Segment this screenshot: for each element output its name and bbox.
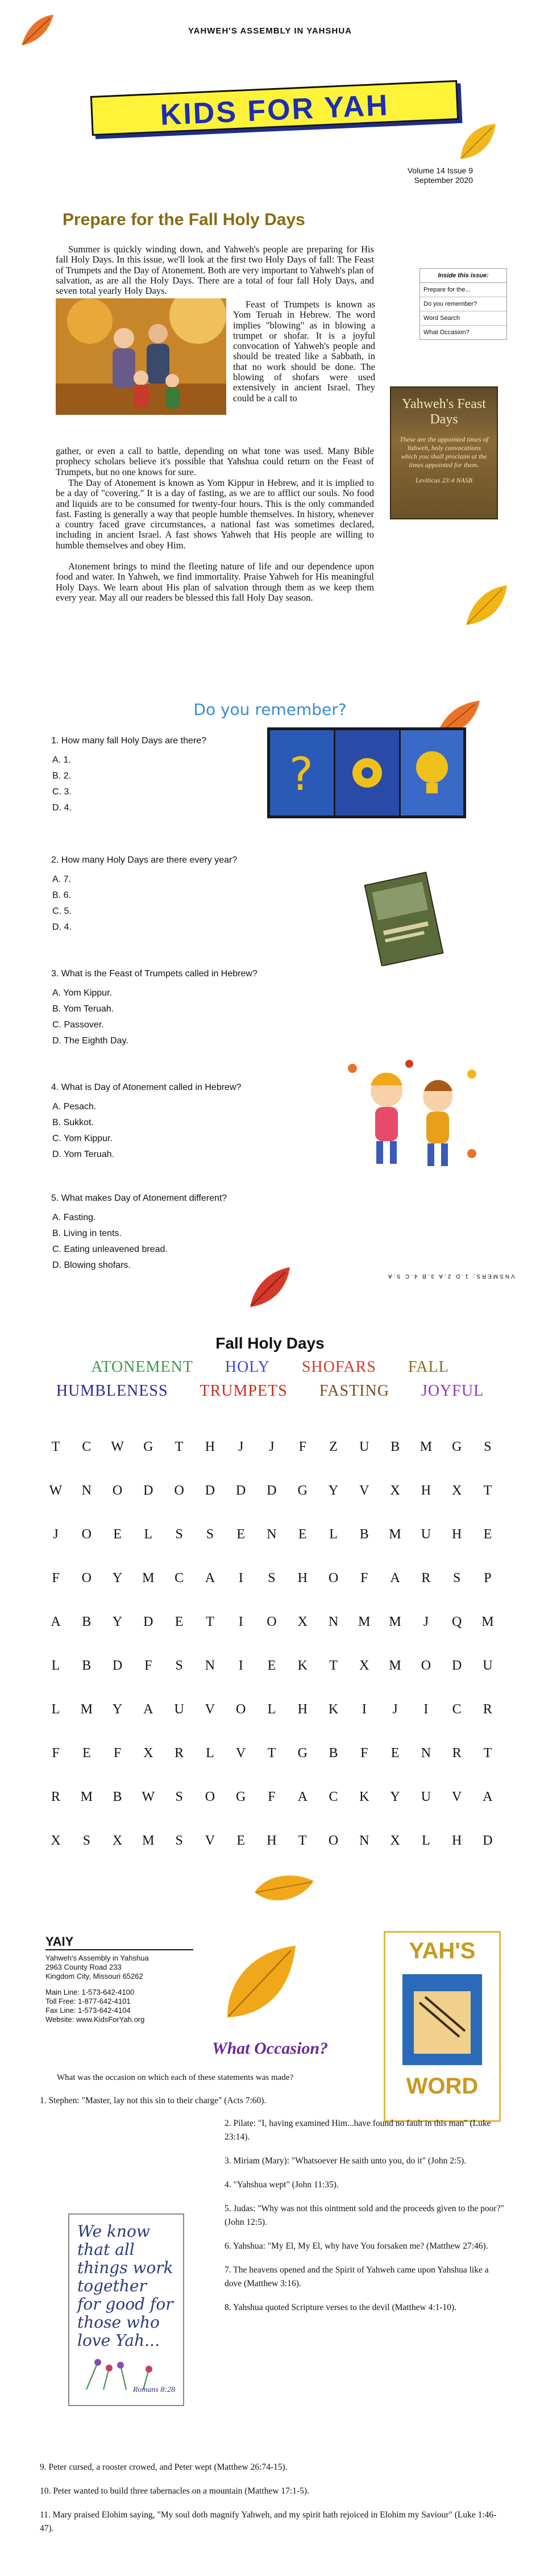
article-para-2-side: Feast of Trumpets is known as Yom Teruah in Hebrew. The word implies "blowing" as in blowing a trumpet or shofar. It is a joyful convocation of Yahweh's people and should be treated like a Sabbath, in that no work should be done. The blowing of shofars were used extensively in ancient Israel. They could be a call to [233, 299, 375, 403]
grid-letter[interactable]: S [175, 1833, 183, 1848]
grid-letter[interactable]: T [483, 1746, 492, 1761]
grid-letter[interactable]: K [328, 1702, 339, 1717]
grid-letter[interactable]: Y [112, 1571, 123, 1585]
grid-letter[interactable]: X [297, 1614, 308, 1629]
word-item: JOYFUL [421, 1382, 484, 1400]
question-4 [51, 1080, 241, 1163]
question-1 [51, 733, 206, 816]
grid-letter[interactable]: H [451, 1833, 462, 1848]
answer-option[interactable]: D. Blowing shofars. [52, 1260, 131, 1270]
occasion-intro: What was the occasion on which each of these statements was made? [57, 2073, 294, 2082]
answer-option[interactable]: D. The Eighth Day. [52, 1036, 128, 1046]
grid-letter[interactable]: S [268, 1571, 276, 1585]
grid-letter[interactable]: M [419, 1439, 433, 1454]
question-3 [51, 966, 257, 1049]
grid-letter[interactable]: U [359, 1439, 369, 1454]
grid-letter[interactable]: M [142, 1571, 155, 1585]
website-link[interactable]: Website: www.KidsForYah.org [45, 2015, 145, 2024]
grid-letter[interactable]: L [329, 1527, 338, 1542]
grid-letter[interactable]: V [205, 1833, 215, 1848]
answer-option[interactable]: C. Yom Kippur. [52, 1134, 113, 1143]
occasion-item: 4. "Yahshua wept" (John 11:35). [225, 2180, 339, 2190]
grid-row [44, 1600, 499, 1644]
occasion-item: 8. Yahshua quoted Scripture verses to the devil (Matthew 4:1-10). [225, 2303, 457, 2312]
question-text: 1. How many fall Holy Days are there? [51, 736, 206, 746]
grid-letter[interactable]: S [82, 1833, 90, 1848]
feast-days-card [390, 386, 498, 519]
grid-letter[interactable]: E [236, 1833, 246, 1848]
grid-letter[interactable]: A [51, 1614, 61, 1629]
grid-letter[interactable]: E [267, 1658, 276, 1673]
grid-letter[interactable]: T [206, 1614, 214, 1629]
grid-letter[interactable]: M [80, 1702, 93, 1717]
grid-letter[interactable]: X [112, 1833, 123, 1848]
occasion-item: 2. Pilate: "I, having examined Him...have found no fault in this man" (Luke 23:14). [225, 2119, 491, 2142]
grid-letter[interactable]: F [268, 1790, 276, 1804]
answer-option[interactable]: B. 2. [52, 771, 71, 781]
word-search-title: Fall Holy Days [215, 1334, 325, 1352]
occasion-item: 11. Mary praised Elohim saying, "My soul doth magnify Yahweh, and my spirit hath rejoiced in Elohim my Saviour" (Luke 1:46-47). [40, 2510, 497, 2533]
grid-letter[interactable]: D [143, 1483, 153, 1498]
grid-letter[interactable]: F [113, 1746, 122, 1761]
grid-letter[interactable]: N [205, 1658, 215, 1673]
grid-letter[interactable]: R [483, 1702, 492, 1717]
address-line: Kingdom City, Missouri 65262 [45, 1972, 143, 1980]
grid-letter[interactable]: J [423, 1614, 429, 1629]
occasion-item: 9. Peter cursed, a rooster crowed, and Peter wept (Matthew 26:74-15). [40, 2462, 288, 2472]
grid-letter[interactable]: X [359, 1658, 369, 1673]
grid-letter[interactable]: C [175, 1571, 184, 1585]
grid-letter[interactable]: T [298, 1833, 307, 1848]
grid-letter[interactable]: E [175, 1614, 184, 1629]
grid-letter[interactable]: Y [112, 1614, 123, 1629]
grid-letter[interactable]: O [267, 1614, 277, 1629]
verse-text: We know that all things work together for good for those who love Yah... [77, 2222, 173, 2350]
answer-option[interactable]: A. Pesach. [52, 1102, 97, 1112]
grid-letter[interactable]: F [360, 1571, 368, 1585]
answer-option[interactable]: A. Yom Kippur. [52, 988, 112, 998]
grid-row [44, 1775, 499, 1819]
grid-letter[interactable]: C [82, 1439, 92, 1454]
grid-row [44, 1819, 499, 1863]
romans-verse-card [68, 2213, 184, 2406]
grid-letter[interactable]: N [421, 1746, 431, 1761]
banner-box [90, 80, 459, 136]
grid-letter[interactable]: I [238, 1571, 243, 1585]
grid-letter[interactable]: N [267, 1527, 277, 1542]
grid-letter[interactable]: L [51, 1658, 60, 1673]
grid-letter[interactable]: I [362, 1702, 367, 1717]
grid-row [44, 1732, 499, 1775]
grid-letter[interactable]: R [175, 1746, 184, 1761]
occasion-item: 5. Judas: "Why was not this ointment sold and the proceeds given to the poor?" (John 12:5). [225, 2204, 504, 2227]
grid-letter[interactable]: X [51, 1833, 61, 1848]
page-word-search [0, 1330, 540, 1915]
grid-letter[interactable]: S [175, 1527, 183, 1542]
answer-option[interactable]: B. 6. [52, 890, 71, 900]
grid-letter[interactable]: W [111, 1439, 124, 1454]
grid-letter[interactable]: D [236, 1483, 246, 1498]
banner-title: KIDS FOR YAH [159, 89, 390, 132]
yellow-leaf-icon [460, 580, 512, 631]
address-line: Main Line: 1-573-642-4100 [45, 1988, 135, 1996]
answer-option[interactable]: B. Yom Teruah. [52, 1004, 114, 1014]
yaiy-logo: YAIY [45, 1934, 74, 1949]
grid-letter[interactable]: O [81, 1571, 92, 1585]
grid-letter[interactable]: R [51, 1790, 60, 1804]
answer-option[interactable]: A. 7. [52, 875, 71, 884]
grid-letter[interactable]: B [82, 1614, 92, 1629]
grid-letter[interactable]: W [49, 1483, 63, 1498]
occasion-item: 6. Yahshua: "My El, My El, why have You forsaken me? (Matthew 27:46). [225, 2241, 488, 2251]
grid-letter[interactable]: V [359, 1483, 369, 1498]
occasion-item: 7. The heavens opened and the Spirit of Yahweh came upon Yahshua like a dove (Matthew 3:16). [225, 2265, 489, 2288]
grid-letter[interactable]: S [175, 1790, 183, 1804]
grid-row [44, 1513, 499, 1557]
banner [68, 74, 477, 136]
issue-date: September 2020 [414, 176, 473, 185]
grid-letter[interactable]: G [236, 1790, 246, 1804]
grid-letter[interactable]: N [359, 1833, 369, 1848]
grid-letter[interactable]: F [360, 1746, 368, 1761]
yellow-leaf-icon [455, 119, 500, 165]
grid-letter[interactable]: A [390, 1571, 400, 1585]
address-line: Toll Free: 1-877-642-4101 [45, 1997, 131, 2005]
grid-letter[interactable]: E [113, 1527, 122, 1542]
inside-heading: Inside this issue: [420, 269, 506, 283]
grid-letter[interactable]: G [451, 1439, 462, 1454]
grid-letter[interactable]: A [143, 1702, 153, 1717]
occasion-item: 3. Miriam (Mary): "Whatsoever He saith unto you, do it" (John 2:5). [225, 2156, 467, 2166]
grid-letter[interactable]: M [358, 1614, 371, 1629]
grid-row [44, 1644, 499, 1688]
answer-option[interactable]: B. Sukkot. [52, 1118, 94, 1127]
word-list-row-1 [0, 1358, 540, 1376]
question-text: 2. How many Holy Days are there every year? [51, 855, 238, 865]
grid-letter[interactable]: D [143, 1614, 153, 1629]
grid-letter[interactable]: D [267, 1483, 277, 1498]
address-block [45, 1954, 149, 2024]
answer-option[interactable]: D. Yom Teruah. [52, 1150, 115, 1159]
card-title: Yahweh's Feast Days [402, 397, 486, 427]
grid-letter[interactable]: O [81, 1527, 92, 1542]
grid-letter[interactable]: S [206, 1527, 214, 1542]
address-line: 2963 County Road 233 [45, 1963, 122, 1971]
grid-letter[interactable]: F [298, 1439, 306, 1454]
grid-letter[interactable]: S [175, 1658, 183, 1673]
grid-letter[interactable]: X [143, 1746, 153, 1761]
toc-item[interactable]: Do you remember? [420, 297, 506, 311]
grid-letter[interactable]: U [174, 1702, 184, 1717]
volume: Volume 14 Issue 9 [407, 166, 473, 175]
grid-letter[interactable]: Z [329, 1439, 338, 1454]
answer-option[interactable]: A. 1. [52, 755, 71, 765]
grid-letter[interactable]: Y [328, 1483, 339, 1498]
grid-letter[interactable]: T [175, 1439, 184, 1454]
question-text: 5. What makes Day of Atonement different? [51, 1193, 227, 1203]
grid-letter[interactable]: F [52, 1746, 60, 1761]
grid-row [44, 1425, 499, 1469]
grid-letter[interactable]: M [389, 1658, 401, 1673]
grid-letter[interactable]: O [174, 1483, 184, 1498]
grid-letter[interactable]: L [422, 1833, 430, 1848]
grid-row [44, 1469, 499, 1513]
yahs-word-logo [384, 1931, 501, 2122]
grid-letter[interactable]: D [451, 1658, 462, 1673]
svg-text:?: ? [289, 748, 314, 801]
grid-letter[interactable]: U [421, 1790, 431, 1804]
grid-letter[interactable]: I [238, 1658, 243, 1673]
grid-letter[interactable]: G [297, 1746, 308, 1761]
page-prepare [0, 0, 540, 665]
grid-letter[interactable]: K [359, 1790, 369, 1804]
grid-letter[interactable]: T [329, 1658, 338, 1673]
grid-letter[interactable]: U [421, 1527, 431, 1542]
grid-letter[interactable]: D [205, 1483, 215, 1498]
answer-option[interactable]: C. 3. [52, 787, 72, 797]
grid-letter[interactable]: T [51, 1439, 60, 1454]
grid-letter[interactable]: E [391, 1746, 400, 1761]
article-para-2-cont: gather, or even a call to battle, depending on what tone was used. Many Bible prophecy scholars believe it's possible that Yahshua could return on the Feast of Trumpets, but no one knows for sure. [56, 446, 374, 477]
grid-letter[interactable]: V [205, 1702, 215, 1717]
grid-letter[interactable]: J [269, 1439, 275, 1454]
card-quote: These are the appointed times of Yahweh, holy convocations which you shall proclaim at the times appointed for them. [400, 435, 488, 469]
grid-letter[interactable]: H [451, 1527, 462, 1542]
family-photo [56, 298, 226, 415]
grid-letter[interactable]: H [205, 1439, 215, 1454]
grid-letter[interactable]: N [328, 1614, 339, 1629]
occasion-items-full [40, 2461, 506, 2536]
grid-letter[interactable]: J [392, 1702, 398, 1717]
card-reference: Leviticus 23:4 NASB [416, 476, 472, 484]
grid-letter[interactable]: R [452, 1746, 462, 1761]
grid-letter[interactable]: H [267, 1833, 277, 1848]
grid-letter[interactable]: A [297, 1790, 308, 1804]
toc-item[interactable]: What Occasion? [423, 329, 470, 336]
grid-letter[interactable]: B [329, 1746, 338, 1761]
grid-letter[interactable]: T [267, 1746, 276, 1761]
grid-letter[interactable]: Q [451, 1614, 462, 1629]
org-title: YAHWEH'S ASSEMBLY IN YAHSHUA [188, 26, 352, 36]
grid-letter[interactable]: T [483, 1483, 492, 1498]
divider [45, 1949, 193, 1950]
grid-letter[interactable]: O [112, 1483, 123, 1498]
grid-letter[interactable]: X [390, 1483, 400, 1498]
grid-letter[interactable]: F [52, 1571, 60, 1585]
letter-grid[interactable] [44, 1425, 499, 1863]
grid-letter[interactable]: F [144, 1658, 152, 1673]
grid-letter[interactable]: U [483, 1658, 493, 1673]
occasion-item: 10. Peter wanted to build three tabernacles on a mountain (Matthew 17:1-5). [40, 2486, 309, 2496]
grid-letter[interactable]: C [452, 1702, 462, 1717]
word-list-row-2 [0, 1382, 540, 1400]
quiz-heading: Do you remember? [193, 700, 347, 719]
grid-letter[interactable]: S [484, 1439, 492, 1454]
grid-letter[interactable]: A [205, 1571, 215, 1585]
answer-option[interactable]: C. 5. [52, 906, 72, 916]
grid-letter[interactable]: J [238, 1439, 244, 1454]
page-quiz [0, 676, 540, 1318]
grid-letter[interactable]: A [483, 1790, 493, 1804]
grid-row [44, 1688, 499, 1732]
answer-option[interactable]: B. Living in tents. [52, 1229, 122, 1238]
grid-letter[interactable]: I [423, 1702, 429, 1717]
address-line: Fax Line: 1-573-642-4104 [45, 2006, 131, 2015]
article-para-4: Atonement brings to mind the fleeting nature of life and our dependence upon food and water. In Yahweh, we find immortality. Praise Yahweh for His meaningful Holy Days. We learn about His plan of salvation through them as we keep them every year. May all our readers be blessed this fall Holy Day season. [56, 561, 374, 603]
grid-letter[interactable]: O [205, 1790, 215, 1804]
grid-letter[interactable]: B [391, 1439, 400, 1454]
grid-letter[interactable]: Y [390, 1790, 400, 1804]
grid-letter[interactable]: H [297, 1571, 308, 1585]
grid-letter[interactable]: O [236, 1702, 246, 1717]
grid-letter[interactable]: G [297, 1483, 308, 1498]
answer-option[interactable]: A. Fasting. [52, 1213, 96, 1222]
grid-letter[interactable]: W [142, 1790, 155, 1804]
toc-item[interactable]: Prepare for the... [420, 283, 506, 297]
toc-item[interactable]: Word Search [420, 311, 506, 326]
grid-letter[interactable]: C [329, 1790, 338, 1804]
address-line [45, 1981, 149, 1988]
grid-letter[interactable]: N [81, 1483, 92, 1498]
grid-letter[interactable]: V [451, 1790, 462, 1804]
grid-letter[interactable]: H [421, 1483, 431, 1498]
grid-letter[interactable]: M [389, 1614, 401, 1629]
word-item: SHOFARS [301, 1358, 376, 1376]
autumn-leaf-icon [216, 1938, 301, 2029]
question-text: 3. What is the Feast of Trumpets called in Hebrew? [51, 969, 257, 979]
kids-autumn-image [341, 1057, 483, 1171]
grid-letter[interactable]: M [80, 1790, 93, 1804]
upside-down-answers: VNSMERS: 1.D 2.A 3.B 4.C 5.A [387, 1273, 515, 1279]
grid-letter[interactable]: D [483, 1833, 493, 1848]
word-item: ATONEMENT [91, 1358, 193, 1376]
grid-letter[interactable]: B [82, 1658, 92, 1673]
inside-this-issue [419, 268, 507, 340]
grid-letter[interactable]: E [298, 1527, 307, 1542]
yellow-leaf-icon [250, 1870, 318, 1909]
occasion-item: 1. Stephen: "Master, lay not this sin to their charge" (Acts 7:60). [40, 2096, 267, 2105]
grid-letter[interactable]: K [297, 1658, 308, 1673]
grid-letter[interactable]: O [328, 1833, 339, 1848]
grid-letter[interactable]: G [143, 1439, 153, 1454]
grid-letter[interactable]: S [452, 1571, 461, 1585]
grid-letter[interactable]: E [236, 1527, 246, 1542]
question-2 [51, 852, 237, 935]
issue-info [408, 166, 473, 185]
grid-letter[interactable]: L [51, 1702, 60, 1717]
logo-line-1: YAH'S [409, 1938, 476, 1963]
word-item: HUMBLENESS [56, 1382, 168, 1400]
book-image [358, 869, 449, 966]
occasion-heading: What Occasion? [211, 2039, 329, 2058]
red-leaf-icon [244, 1262, 296, 1313]
grid-letter[interactable]: E [82, 1746, 91, 1761]
grid-letter[interactable]: H [297, 1702, 308, 1717]
logo-line-2: WORD [406, 2074, 479, 2099]
verse-reference: Romans 8:28 [132, 2386, 175, 2394]
question-5 [51, 1191, 227, 1274]
word-item: HOLY [225, 1358, 270, 1376]
grid-letter[interactable]: B [359, 1527, 369, 1542]
grid-letter[interactable]: B [113, 1790, 122, 1804]
page-what-occasion [0, 1926, 540, 2576]
word-item: FALL [408, 1358, 449, 1376]
grid-letter[interactable]: E [483, 1527, 492, 1542]
grid-letter[interactable]: M [481, 1614, 494, 1629]
grid-letter[interactable]: R [421, 1571, 431, 1585]
grid-letter[interactable]: L [144, 1527, 153, 1542]
grid-letter[interactable]: V [236, 1746, 246, 1761]
occasion-items-right [225, 2117, 506, 2315]
grid-letter[interactable]: L [206, 1746, 214, 1761]
grid-letter[interactable]: O [328, 1571, 339, 1585]
grid-row [44, 1557, 499, 1600]
grid-letter[interactable]: I [238, 1614, 243, 1629]
grid-letter[interactable]: M [142, 1833, 155, 1848]
grid-letter[interactable]: X [390, 1833, 400, 1848]
article-para-3: The Day of Atonement is known as Yom Kippur in Hebrew, and it is implied to be a day of "covering." It is a day of fasting, as we are to afflict our souls. No food and liquids are to be consumed for twenty-four hours. This is the only commanded fast. Fasting is generally a way that people humble themselves. In history, whenever a country faced grave circumstances, a national fast was sometimes declared, including in ancient Israel. A fast shows Yahweh that His people are willing to humble themselves and obey Him. [56, 477, 374, 551]
address-line: Yahweh's Assembly in Yahshua [45, 1954, 149, 1962]
grid-letter[interactable]: O [421, 1658, 431, 1673]
grid-letter[interactable]: M [389, 1527, 401, 1542]
article-heading: Prepare for the Fall Holy Days [63, 210, 305, 229]
question-heads-image [267, 727, 466, 818]
answer-option[interactable]: C. Eating unleavened bread. [52, 1245, 168, 1254]
answer-option[interactable]: D. 4. [52, 803, 72, 813]
grid-letter[interactable]: L [267, 1702, 276, 1717]
grid-letter[interactable]: X [451, 1483, 462, 1498]
answer-option[interactable]: C. Passover. [52, 1020, 104, 1030]
question-text: 4. What is Day of Atonement called in Hebrew? [51, 1083, 242, 1092]
answer-option[interactable]: D. 4. [52, 922, 72, 932]
grid-letter[interactable]: D [112, 1658, 123, 1673]
grid-letter[interactable]: Y [112, 1702, 123, 1717]
word-item: FASTING [319, 1382, 389, 1400]
word-item: TRUMPETS [200, 1382, 288, 1400]
article-para-1: Summer is quickly winding down, and Yahweh's people are preparing for His fall Holy Days. In this issue, we'll look at the first two Holy Days of fall: The Feast of Trumpets and the Day of Atonement. Both are very important to Yahweh's plan of salvation, as are all the Holy Days. There are a total of four fall Holy Days, and seven total yearly Holy Days. [56, 244, 374, 297]
grid-letter[interactable]: J [53, 1527, 59, 1542]
grid-letter[interactable]: P [484, 1571, 492, 1585]
